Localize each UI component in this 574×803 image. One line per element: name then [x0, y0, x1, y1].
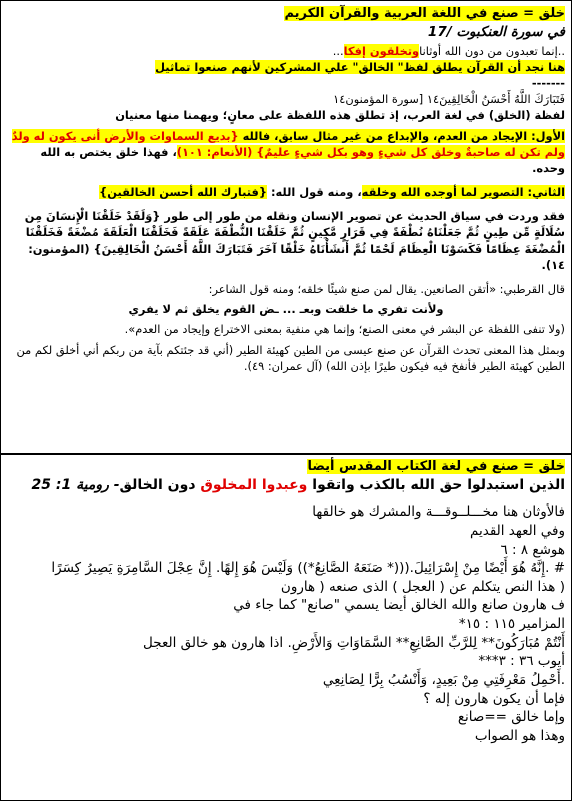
section-divider	[1, 453, 571, 455]
second-quote: {فتبارك الله أحسن الخالقين}	[99, 185, 267, 200]
verse-muminun: فَتَبَارَكَ اللَّهُ أَحْسَنُ الْخَالِقِينَ١٤ [سورة المؤمنون١٤	[333, 92, 565, 107]
line-conclusion: وهذا هو الصواب	[474, 727, 565, 744]
line-aaron-maker: ف هارون صانع والله الخالق أيضا يسمي "صانع" كما جاء في	[233, 597, 565, 614]
line-hosea-ref: هوشع ٨ : ٦	[500, 541, 565, 558]
negation-line: (ولا تنفى اللفظة عن البشر في معنى الصنع؛ وإنما هي منفية بمعنى الاختراع وإيجاد من العدم».	[124, 322, 565, 337]
section-arabic-quran	[1, 1, 571, 453]
creation-paragraph: فقد وردت في سياق الحديث عن تصوير الإنسان ونقله من طور إلى طور {وَلَقَدْ خَلَقْنَا الْإِنسَانَ مِن سُلَالَةٍ مِّن طِينٍ ثُمَّ جَعَلْنَاهُ نُطْفَةً فِي قَرَارٍ مَّكِينٍ ثُمَّ خَلَقْنَا النُّطْفَةَ عَلَقَةً فَخَلَقْنَا الْعَلَقَةَ مُضْغَةً فَخَلَقْنَا الْمُضْغَةَ عِظَامًا فَكَسَوْنَا الْعِظَامَ لَحْمًا ثُمَّ أَنشَأْنَاهُ خَلْقًا آخَرَ فَتَبَارَكَ اللَّهُ أَحْسَنُ الْخَالِقِينَ} (المؤمنون: ١٤).	[24, 209, 565, 272]
line-calf-note: ( هذا النص يتكلم عن ( العجل ) الذى صنعه ( هارون	[280, 578, 565, 595]
line-psalms-verse: أَنْتُمْ مُبَارَكُونَ** لِلرَّبِّ الصَّانِعِ** السَّمَاوَاتِ وَالأَرْضِ. اذا هارون هو خالق العجل	[143, 634, 565, 651]
note-line	[7, 59, 565, 75]
first-tail: ، فهذا خلق يختص به الله وحده.	[40, 144, 565, 175]
poem-line: ولأنت تفري ما خلقت وبعـ ... ـض القوم يخلق ثم لا يفري	[128, 302, 444, 317]
line-idols: فالأوثان هنا مخـــلــوقـــة والمشرك هو خالقها	[312, 504, 565, 521]
line-old-testament: وفي العهد القديم	[469, 522, 565, 539]
section1-title-text: خلق = صنع في اللغة العربية والقرآن الكريم	[284, 6, 565, 21]
second-label: الثاني:	[527, 185, 565, 200]
romans-b: دون الخالق	[119, 476, 201, 493]
second-text: التصوير لما أوجده الله وخلقه	[361, 185, 528, 200]
romans-verse	[7, 476, 565, 495]
section-bible	[1, 456, 571, 800]
line-job-ref: أيوب ٣٦ : ٣***	[478, 653, 565, 670]
line-question: فإما أن يكون هارون إله ؟	[423, 690, 565, 707]
second-meaning	[7, 184, 565, 200]
romans-a: الذين استبدلوا حق الله بالكذب واتقوا	[307, 476, 565, 493]
first-meaning	[7, 128, 565, 177]
verse-highlight: وتخلقون إفكا	[343, 43, 420, 58]
second-mid: ، ومنه قول الله:	[266, 185, 362, 200]
line-job-verse: .أَحْمِلُ مَعْرِفَتِي مِنْ بَعِيدٍ، وَأَنْسُبُ بِرًّا لِصَانِعِي	[322, 671, 565, 688]
line-hosea-verse: # .إِنَّهُ هُوَ أَيْضًا مِنْ إِسْرَائِيلَ.(((* صَنَعَهُ الصَّانِعُ*)) وَلَيْسَ هُوَ إِلهًا. إِنَّ عِجْلَ السَّامِرَةِ يَصِيرُ كِسَرًا	[51, 560, 565, 577]
jesus-paragraph: وبمثل هذا المعنى تحدث القرآن عن صنع عيسى من الطين كهيئة الطير (أني قد جئتكم بآية من ربكم أني أخلق لكم من الطين كهيئة الطير فأنفخ فيه فيكون طيرًا بإذن الله) (آل عمران: ٤٩).	[16, 342, 565, 373]
note-text: هنا نجد أن القرآن يطلق لفظ" الخالق" علي المشركين لأنهم صنعوا تماثيل	[155, 59, 565, 74]
surah-reference: في سورة العنكبوت /17	[427, 24, 565, 41]
romans-ref: - رومية 1: 25	[31, 476, 120, 493]
verse-ankabut	[7, 43, 565, 59]
verse-before: ..إنما تعبدون من دون الله أوثانا	[419, 43, 565, 58]
verse-after: ...	[332, 43, 344, 58]
line-psalms-ref: المزامير ١١٥ : ١٥*	[458, 616, 565, 632]
first-red-verse: {بديع السماوات والأرض أنى يكون له ولدٌ ولم تكن له صاحبةٌ وخلق كل شيءٍ وهو بكل شيءٍ عليمٌ} (الأنعام: ١٠١)	[11, 128, 565, 159]
section2-title	[7, 458, 565, 476]
romans-red: وعبدوا المخلوق	[200, 476, 308, 493]
dash-separator: -------	[531, 75, 565, 90]
first-text: الإيجاد من العدم، والإبداع من غير مثال سابق، فالله	[238, 128, 532, 143]
qurtubi-quote: قال القرطبي: «أتقن الصانعين. يقال لمن صنع شيئًا خلقه؛ ومنه قول الشاعر:	[208, 282, 565, 297]
line-creator-maker: وإما خالق ==صانع	[457, 709, 565, 726]
meaning-intro: لفظة (الخلق) في لغة العرب، إذ تطلق هذه اللفظة على معانٍ؛ ويهمنا منها معنيان	[115, 108, 565, 123]
first-label: الأول:	[531, 128, 565, 143]
section2-title-text: خلق = صنع في لغة الكتاب المقدس أيضا	[307, 459, 565, 474]
section1-title	[7, 5, 565, 23]
